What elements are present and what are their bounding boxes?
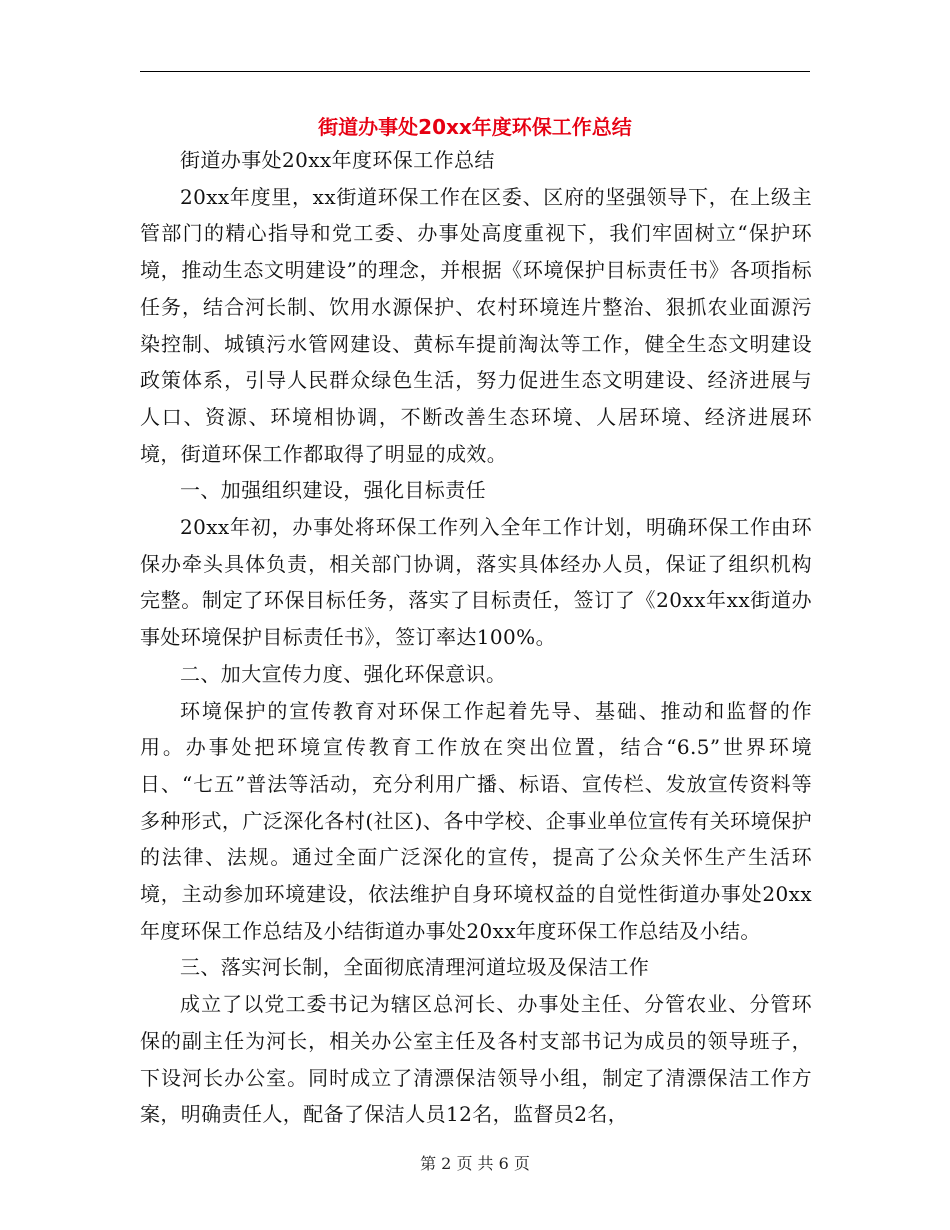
section-heading-3: 三、落实河长制，全面彻底清理河道垃圾及保洁工作 (180, 955, 650, 980)
header-rule (140, 71, 810, 72)
page-number: 第 2 页 共 6 页 (420, 1154, 530, 1173)
paragraph-section-1: 20xx年初，办事处将环保工作列入全年工作计划，明确环保工作由环保办牵头具体负责，相关部门协调，落实具体经办人员，保证了组织机构完整。制定了环保目标任务，落实了目标责任，签订了《20xx年xx街道办事处环境保护目标责任书》，签订率达100%。 (140, 515, 812, 650)
document-body (140, 142, 812, 1133)
section-heading-1: 一、加强组织建设，强化目标责任 (180, 478, 486, 503)
document-title: 街道办事处20xx年度环保工作总结 (318, 115, 632, 139)
section-heading-2: 二、加大宣传力度、强化环保意识。 (180, 661, 507, 686)
paragraph-intro: 20xx年度里，xx街道环保工作在区委、区府的坚强领导下，在上级主管部门的精心指导和党工委、办事处高度重视下，我们牢固树立“保护环境，推动生态文明建设”的理念，并根据《环境保护目标责任书》各项指标任务，结合河长制、饮用水源保护、农村环境连片整治、狠抓农业面源污染控制、城镇污水管网建设、黄标车提前淘汰等工作，健全生态文明建设政策体系，引导人民群众绿色生活，努力促进生态文明建设、经济进展与人口、资源、环境相协调，不断改善生态环境、人居环境、经济进展环境，街道环保工作都取得了明显的成效。 (140, 184, 812, 466)
paragraph-section-3: 成立了以党工委书记为辖区总河长、办事处主任、分管农业、分管环保的副主任为河长，相关办公室主任及各村支部书记为成员的领导班子，下设河长办公室。同时成立了清漂保洁领导小组，制定了清漂保洁工作方案，明确责任人，配备了保洁人员12名，监督员2名， (140, 992, 812, 1127)
paragraph-section-2: 环境保护的宣传教育对环保工作起着先导、基础、推动和监督的作用。办事处把环境宣传教育工作放在突出位置，结合“6.5”世界环境日、“七五”普法等活动，充分利用广播、标语、宣传栏、发放宣传资料等多种形式，广泛深化各村(社区)、各中学校、企事业单位宣传有关环境保护的法律、法规。通过全面广泛深化的宣传，提高了公众关怀生产生活环境，主动参加环境建设，依法维护自身环境权益的自觉性街道办事处20xx年度环保工作总结及小结街道办事处20xx年度环保工作总结及小结。 (140, 698, 812, 943)
paragraph-subtitle: 街道办事处20xx年度环保工作总结 (180, 148, 495, 172)
